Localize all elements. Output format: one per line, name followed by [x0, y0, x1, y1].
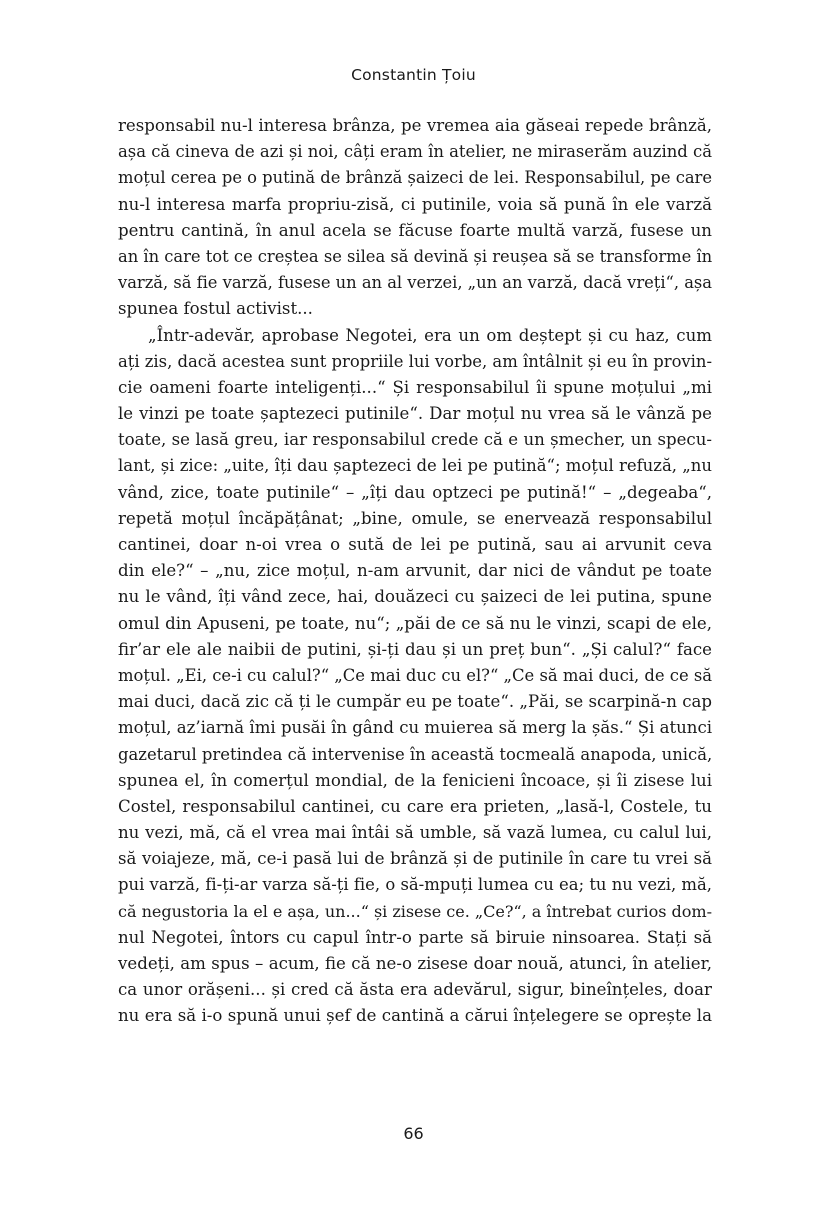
text-line: omul din Apuseni, pe toate, nu“; „păi de ce să nu le vinzi, scapi de ele,: [118, 613, 712, 633]
text-line: moțul cerea pe o putină de brânză șaizeci de lei. Responsabilul, pe care: [118, 168, 712, 188]
text-line: spunea el, în comerțul mondial, de la fenicieni încoace, și îi zisese lui: [118, 770, 712, 790]
text-line: să voiajeze, mă, ce-i pasă lui de brânză și de putinile în care tu vrei să: [118, 849, 712, 869]
text-line: varză, să fie varză, fusese un an al verzei, „un an varză, dacă vreți“, așa: [118, 273, 712, 293]
text-line: vând, zice, toate putinile“ – „îți dau optzeci pe putină!“ – „degeaba“,: [118, 482, 712, 502]
text-line: nu vezi, mă, că el vrea mai întâi să umble, să vază lumea, cu calul lui,: [118, 823, 712, 843]
text-line-paragraph-start: „Într-adevăr, aprobase Negotei, era un om deștept și cu haz, cum: [148, 325, 712, 345]
text-line: mai duci, dacă zic că ți le cumpăr eu pe toate“. „Păi, se scarpină-n cap: [118, 692, 713, 712]
text-line: ați zis, dacă acestea sunt propriile lui vorbe, am întâlnit și eu în provin-: [118, 351, 712, 371]
text-line: din ele?“ – „nu, zice moțul, n-am arvunit, dar nici de vândut pe toate: [118, 561, 712, 581]
text-line: cantinei, doar n-oi vrea o sută de lei pe putină, sau ai arvunit ceva: [118, 535, 712, 554]
text-line: an în care tot ce creștea se silea să devină și reușea să se transforme în: [118, 246, 713, 266]
text-line: nu-l interesa marfa propriu-zisă, ci putinile, voia să pună în ele varză: [118, 194, 712, 214]
body-text: [118, 113, 712, 1030]
text-line: le vinzi pe toate șaptezeci putinile“. Dar moțul nu vrea să le vânză pe: [118, 404, 712, 424]
text-line: nu era să i-o spună unui șef de cantină a cărui înțelegere se oprește la: [118, 1006, 712, 1026]
text-line: că negustoria la el e așa, un...“ și zisese ce. „Ce?“, a întrebat curios dom-: [118, 901, 712, 921]
text-line: moțul. „Ei, ce-i cu calul?“ „Ce mai duc cu el?“ „Ce să mai duci, de ce să: [118, 665, 713, 685]
page-number: 66: [403, 1124, 424, 1143]
text-line: nul Negotei, întors cu capul într-o parte să biruie ninsoarea. Stați să: [118, 927, 712, 947]
text-line: cie oameni foarte inteligenți...“ Și responsabilul îi spune moțului „mi: [118, 377, 712, 397]
text-line: responsabil nu-l interesa brânza, pe vremea aia găseai repede brânză,: [118, 116, 712, 135]
text-line: Costel, responsabilul cantinei, cu care era prieten, „lasă-l, Costele, tu: [118, 796, 712, 816]
text-line: nu le vând, îți vând zece, hai, douăzeci cu șaizeci de lei putina, spune: [118, 587, 712, 607]
text-line: fir’ar ele ale naibii de putini, și-ți dau și un preț bun“. „Și calul?“ face: [118, 639, 712, 659]
text-line: toate, se lasă greu, iar responsabilul crede că e un șmecher, un specu-: [118, 430, 712, 450]
text-line: repetă moțul încăpățânat; „bine, omule, se enervează responsabilul: [118, 508, 712, 528]
text-line: spunea fostul activist...: [118, 299, 313, 319]
running-header-author: Constantin Țoiu: [351, 66, 476, 84]
text-line: lant, și zice: „uite, îți dau șaptezeci de lei pe putină“; moțul refuză, „nu: [118, 456, 712, 476]
text-line: pentru cantină, în anul acela se făcuse foarte multă varză, fusese un: [118, 220, 712, 240]
text-line: gazetarul pretindea că intervenise în această tocmeală anapoda, unică,: [118, 744, 713, 764]
text-line: așa că cineva de azi și noi, câți eram în atelier, ne miraserăm auzind că: [118, 142, 712, 162]
text-line: pui varză, fi-ți-ar varza să-ți fie, o să-mpuți lumea cu ea; tu nu vezi, mă,: [118, 875, 712, 895]
text-line: ca unor orășeni... și cred că ăsta era adevărul, sigur, bineînțeles, doar: [118, 980, 712, 1000]
text-line: moțul, az’iarnă îmi pusăi în gând cu muierea să merg la șăs.“ Și atunci: [118, 718, 712, 738]
text-line: vedeți, am spus – acum, fie că ne-o zisese doar nouă, atunci, în atelier,: [118, 954, 712, 973]
